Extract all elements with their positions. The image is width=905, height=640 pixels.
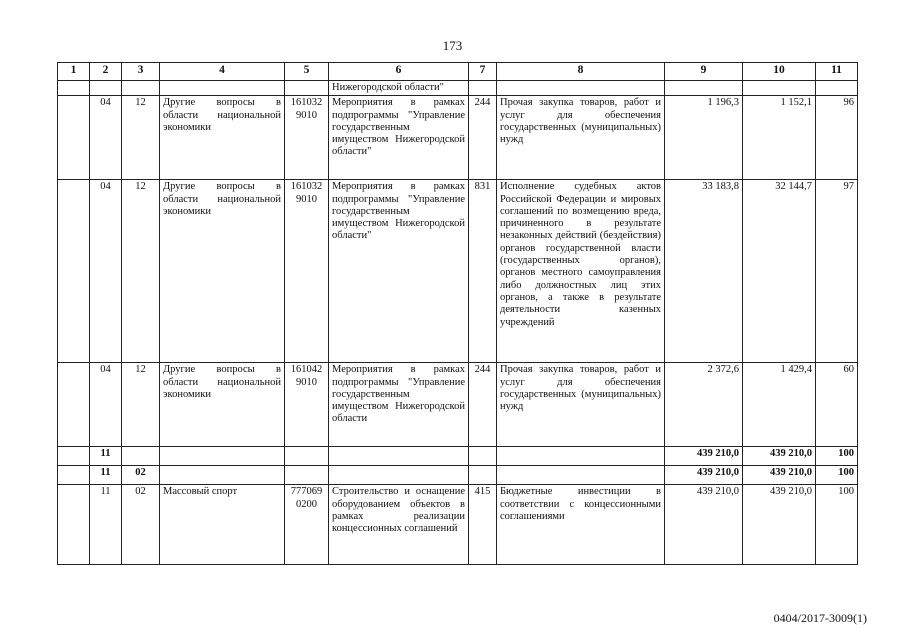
table-cell: 12: [122, 96, 160, 180]
column-header: 4: [160, 63, 285, 81]
table-cell: 415: [469, 485, 497, 565]
column-header: 3: [122, 63, 160, 81]
table-cell: [90, 81, 122, 96]
table-cell: Другие вопросы в области национальной экономики: [160, 180, 285, 363]
table-cell: 831: [469, 180, 497, 363]
table-cell: Исполнение судебных актов Российской Федерации и мировых соглашений по возмещению вреда, причиненного в результате незаконных действий (бездействия) органов государственной власти (государственных органов), органов местного самоуправления либо должностных лиц этих органов, а также в результате деятельности казенных учреждений: [497, 180, 665, 363]
table-cell: [58, 180, 90, 363]
column-header: 11: [816, 63, 858, 81]
table-cell: 1 196,3: [665, 96, 743, 180]
table-cell: Нижегородской области": [329, 81, 469, 96]
table-cell: [743, 81, 816, 96]
table-cell: 02: [122, 485, 160, 565]
table-cell: Другие вопросы в области национальной экономики: [160, 363, 285, 447]
table-cell: 96: [816, 96, 858, 180]
table-cell: Прочая закупка товаров, работ и услуг для обеспечения государственных (муниципальных) нужд: [497, 363, 665, 447]
table-cell: [122, 81, 160, 96]
table-row: [58, 96, 858, 180]
table-cell: 161042 9010: [285, 363, 329, 447]
column-header: 7: [469, 63, 497, 81]
table-cell: [469, 447, 497, 466]
table-cell: 161032 9010: [285, 180, 329, 363]
table-cell: [665, 81, 743, 96]
table-cell: 439 210,0: [743, 447, 816, 466]
column-header: 10: [743, 63, 816, 81]
column-header: 9: [665, 63, 743, 81]
table-cell: [58, 466, 90, 485]
table-cell: 04: [90, 96, 122, 180]
table-cell: [160, 81, 285, 96]
table-cell: 60: [816, 363, 858, 447]
table-cell: 1 152,1: [743, 96, 816, 180]
table-cell: [285, 81, 329, 96]
table-cell: Бюджетные инвестиции в соответствии с концессионными соглашениями: [497, 485, 665, 565]
table-row: [58, 485, 858, 565]
table-cell: 97: [816, 180, 858, 363]
table-cell: 244: [469, 363, 497, 447]
table-cell: [469, 466, 497, 485]
table-cell: 11: [90, 466, 122, 485]
table-cell: [58, 447, 90, 466]
table-cell: 100: [816, 466, 858, 485]
table-cell: [58, 81, 90, 96]
table-cell: [285, 466, 329, 485]
table-cell: Мероприятия в рамках подпрограммы "Управление государственным имуществом Нижегородской области": [329, 96, 469, 180]
table-cell: 04: [90, 180, 122, 363]
column-header: 6: [329, 63, 469, 81]
table-cell: [497, 81, 665, 96]
page-number: 173: [442, 38, 463, 53]
table-cell: Мероприятия в рамках подпрограммы "Управление государственным имуществом Нижегородской области": [329, 180, 469, 363]
table-row: [58, 81, 858, 96]
table-cell: Массовый спорт: [160, 485, 285, 565]
column-header: 2: [90, 63, 122, 81]
table-cell: 04: [90, 363, 122, 447]
table-cell: [285, 447, 329, 466]
table-cell: 439 210,0: [665, 447, 743, 466]
header-row: [58, 63, 858, 81]
table-cell: [497, 447, 665, 466]
table-cell: 12: [122, 180, 160, 363]
table-cell: [329, 466, 469, 485]
table-cell: 33 183,8: [665, 180, 743, 363]
table-cell: 12: [122, 363, 160, 447]
table-cell: [160, 466, 285, 485]
table-cell: Мероприятия в рамках подпрограммы "Управление государственным имуществом Нижегородской области: [329, 363, 469, 447]
table-cell: [497, 466, 665, 485]
budget-execution-table: [57, 62, 858, 565]
table-cell: [816, 81, 858, 96]
subtotal-row: [58, 466, 858, 485]
table-cell: [58, 363, 90, 447]
table-cell: [469, 81, 497, 96]
column-header: 8: [497, 63, 665, 81]
table-cell: 1 429,4: [743, 363, 816, 447]
table-cell: [58, 485, 90, 565]
table-cell: Другие вопросы в области национальной экономики: [160, 96, 285, 180]
table-cell: 161032 9010: [285, 96, 329, 180]
table-cell: 244: [469, 96, 497, 180]
table-cell: 100: [816, 447, 858, 466]
table-cell: 02: [122, 466, 160, 485]
table-cell: 439 210,0: [743, 466, 816, 485]
subtotal-row: [58, 447, 858, 466]
table-cell: Строительство и оснащение оборудованием объектов в рамках реализации концессионных соглашений: [329, 485, 469, 565]
table-cell: 2 372,6: [665, 363, 743, 447]
table-cell: 439 210,0: [665, 485, 743, 565]
table-cell: 11: [90, 485, 122, 565]
table-cell: 439 210,0: [743, 485, 816, 565]
table-row: [58, 363, 858, 447]
table-cell: 32 144,7: [743, 180, 816, 363]
table-cell: 100: [816, 485, 858, 565]
table-cell: Прочая закупка товаров, работ и услуг для обеспечения государственных (муниципальных) нужд: [497, 96, 665, 180]
table-cell: [58, 96, 90, 180]
table-cell: [122, 447, 160, 466]
column-header: 5: [285, 63, 329, 81]
column-header: 1: [58, 63, 90, 81]
table-cell: 11: [90, 447, 122, 466]
table-cell: 439 210,0: [665, 466, 743, 485]
document-code: 0404/2017-3009(1): [773, 611, 867, 625]
table-row: [58, 180, 858, 363]
table-cell: 777069 0200: [285, 485, 329, 565]
table-cell: [160, 447, 285, 466]
table-cell: [329, 447, 469, 466]
